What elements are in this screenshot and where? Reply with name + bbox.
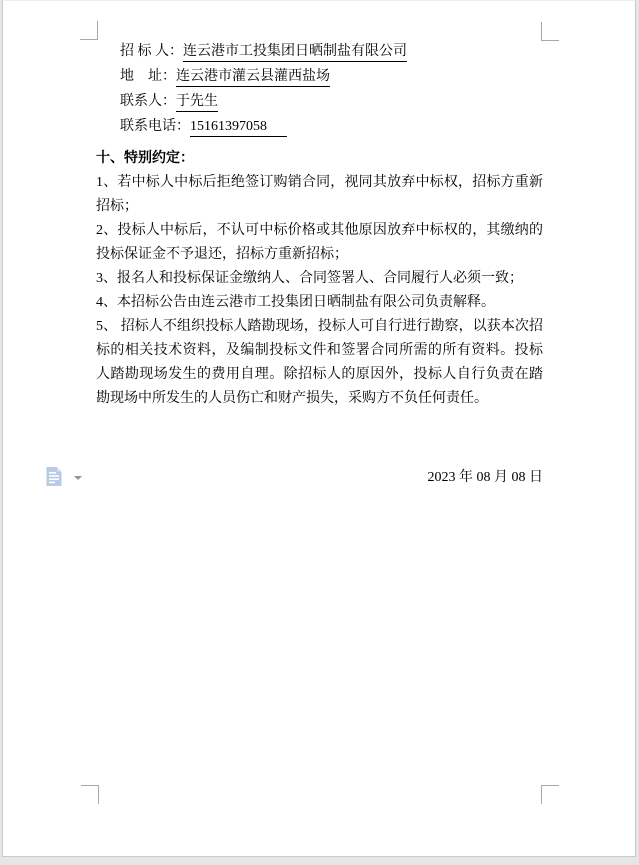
contact-block bbox=[96, 39, 543, 139]
bidder-value[interactable]: 连云港市工投集团日晒制盐有限公司 bbox=[183, 43, 407, 62]
chevron-down-icon bbox=[74, 476, 82, 480]
contact-person-value[interactable]: 于先生 bbox=[176, 93, 218, 112]
special-term-item-3[interactable]: 3、报名人和投标保证金缴纳人、合同签署人、合同履行人必须一致； bbox=[96, 271, 523, 286]
phone-line[interactable] bbox=[96, 114, 543, 139]
text-boundary-mark-top-left bbox=[80, 21, 98, 40]
phone-label: 联系电话： bbox=[120, 119, 190, 134]
special-term-item-5[interactable]: 5、 招标人不组织投标人踏勘现场，投标人可自行进行勘察，以获本次招标的相关技术资料，及编制投标文件和签署合同所需的所有资料。投标人踏勘现场发生的费用自理。除招标人的原因外，投标人自行负责在踏勘现场中所发生的人员伤亡和财产损失，采购方不负任何责任。 bbox=[96, 319, 543, 406]
address-label: 地 址： bbox=[120, 69, 176, 84]
paste-options-button[interactable] bbox=[44, 466, 82, 487]
contact-person-label: 联系人： bbox=[120, 94, 176, 109]
text-boundary-mark-top-right bbox=[541, 22, 559, 41]
paste-options-document-icon bbox=[44, 466, 64, 487]
document-date[interactable]: 2023 年 08 月 08 日 bbox=[427, 470, 543, 485]
bidder-line[interactable] bbox=[96, 39, 543, 64]
document-body bbox=[96, 39, 543, 411]
special-term-item-2[interactable]: 2、投标人中标后，不认可中标价格或其他原因放弃中标权的，其缴纳的投标保证金不予退还，招标方重新招标； bbox=[96, 223, 543, 262]
address-value[interactable]: 连云港市灌云县灌西盐场 bbox=[176, 68, 330, 87]
text-boundary-mark-bottom-left bbox=[81, 785, 99, 804]
contact-person-line[interactable] bbox=[96, 89, 543, 114]
document-page[interactable] bbox=[2, 0, 636, 857]
special-term-item-1[interactable]: 1、若中标人中标后拒绝签订购销合同，视同其放弃中标权，招标方重新招标； bbox=[96, 175, 543, 214]
address-line[interactable] bbox=[96, 64, 543, 89]
bidder-label: 招 标 人： bbox=[120, 44, 183, 59]
text-boundary-mark-bottom-right bbox=[541, 785, 559, 804]
phone-value[interactable]: 15161397058 bbox=[190, 118, 287, 137]
special-term-item-4[interactable]: 4、本招标公告由连云港市工投集团日晒制盐有限公司负责解释。 bbox=[96, 295, 495, 310]
special-terms-heading[interactable]: 十、特别约定： bbox=[96, 151, 194, 166]
